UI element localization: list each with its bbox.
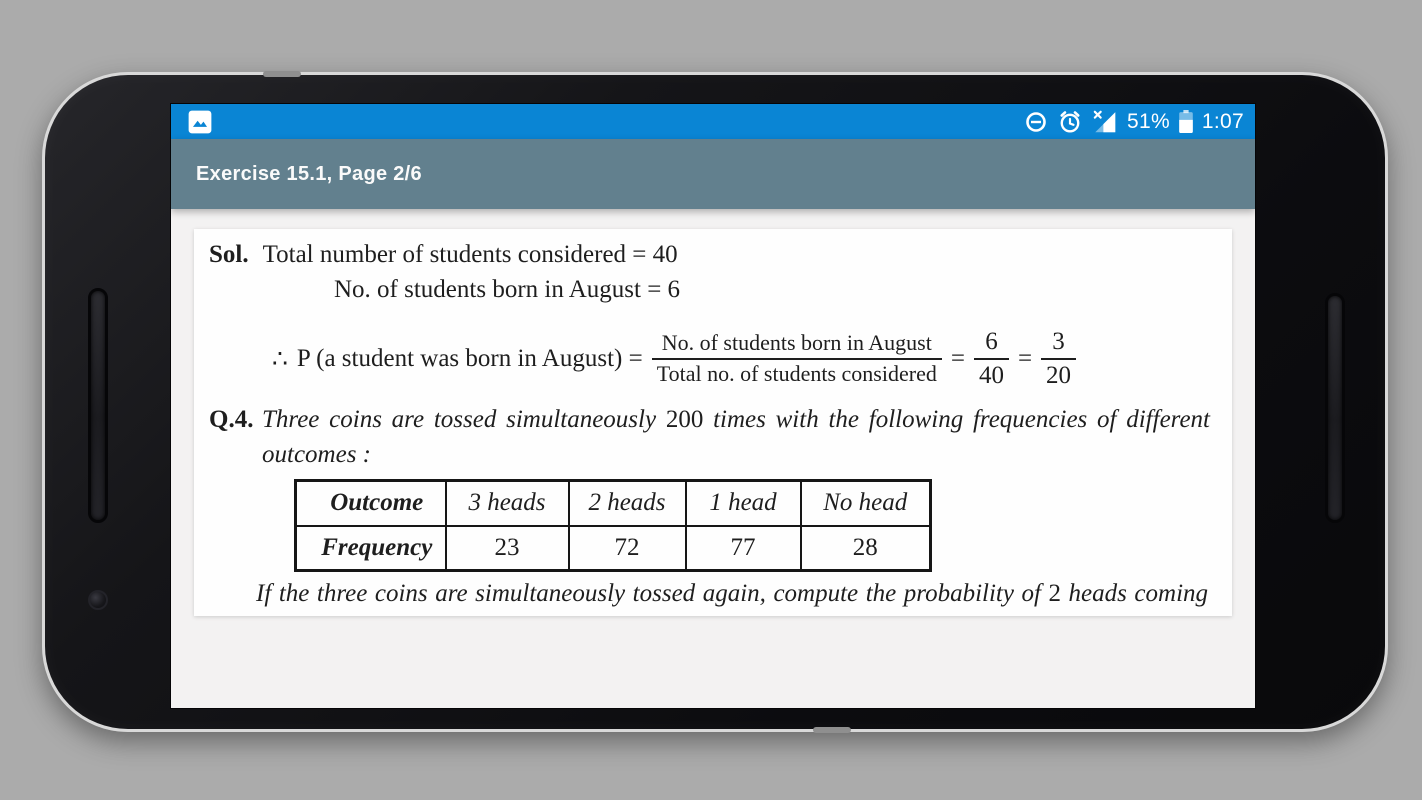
fraction-bar — [652, 358, 942, 360]
closing-segment: heads coming — [1068, 580, 1209, 607]
formula-lhs: P (a student was born in August) = — [296, 345, 643, 372]
table-value-2-heads: 72 — [569, 526, 686, 571]
closing-question-line — [256, 580, 1208, 608]
table-row-label: Frequency — [296, 526, 446, 571]
bottom-speaker — [1325, 293, 1345, 523]
question-segment: times with the following frequencies of different — [713, 406, 1211, 433]
page-title: Exercise 15.1, Page 2/6 — [196, 162, 422, 185]
solution-label: Sol. — [209, 241, 249, 268]
closing-number-2: 2 — [1048, 580, 1061, 607]
table-header-1-head: 1 head — [686, 481, 801, 526]
document-viewport[interactable] — [171, 209, 1255, 709]
fraction-numerator: 3 — [1052, 328, 1065, 355]
clock-text: 1:07 — [1201, 109, 1244, 133]
solution-line-1 — [209, 241, 678, 269]
antenna-notch-bottom — [813, 727, 851, 733]
device-screen — [170, 103, 1256, 709]
fraction-denominator: Total no. of students considered — [656, 361, 937, 386]
table-header-outcome: Outcome — [296, 481, 446, 526]
question-segment: Three coins are tossed simultaneously — [262, 406, 657, 433]
status-indicators — [1024, 109, 1244, 135]
solution-text-2: No. of students born in August = 6 — [334, 276, 681, 303]
status-bar[interactable] — [171, 104, 1255, 139]
earpiece-speaker — [88, 288, 108, 523]
image-notification-icon — [187, 109, 213, 135]
phone-frame — [42, 72, 1388, 732]
battery-icon — [1179, 110, 1193, 133]
table-value-3-heads: 23 — [446, 526, 569, 571]
front-camera — [88, 590, 108, 610]
question-label: Q.4. — [209, 406, 254, 433]
fraction-6-40 — [974, 328, 1009, 390]
fraction-words — [652, 331, 942, 386]
solution-text-1: Total number of students considered = 40 — [262, 241, 678, 268]
table-value-1-head: 77 — [686, 526, 801, 571]
fraction-numerator: No. of students born in August — [661, 330, 932, 356]
alarm-clock-icon — [1057, 109, 1083, 135]
fraction-denominator: 40 — [978, 362, 1004, 389]
table-frequency-row — [296, 526, 931, 571]
question-text-line-2: outcomes : — [262, 441, 371, 468]
scanned-page — [194, 229, 1232, 616]
antenna-notch-top — [263, 71, 301, 77]
question-number-200: 200 — [665, 406, 704, 433]
app-bar — [171, 139, 1255, 209]
fraction-3-20 — [1041, 328, 1076, 390]
do-not-disturb-icon — [1024, 110, 1048, 134]
table-header-no-head: No head — [801, 481, 931, 526]
frequency-table — [294, 479, 932, 572]
no-signal-icon — [1092, 109, 1118, 135]
fraction-bar — [1041, 358, 1076, 360]
table-header-3-heads: 3 heads — [446, 481, 569, 526]
fraction-denominator: 20 — [1046, 362, 1072, 389]
table-header-2-heads: 2 heads — [569, 481, 686, 526]
table-value-no-head: 28 — [801, 526, 931, 571]
fraction-numerator: 6 — [985, 328, 998, 355]
fraction-bar — [974, 358, 1009, 360]
question-text-line-1 — [262, 406, 1210, 434]
probability-formula — [272, 324, 1076, 394]
equals-sign-1: = — [950, 345, 965, 372]
table-header-row — [296, 481, 931, 526]
equals-sign-2: = — [1017, 345, 1033, 372]
closing-segment: If the three coins are simultaneously tossed again, compute the probability of — [256, 580, 1041, 607]
therefore-symbol: ∴ — [272, 346, 288, 373]
battery-percent-text: 51% — [1126, 109, 1170, 133]
